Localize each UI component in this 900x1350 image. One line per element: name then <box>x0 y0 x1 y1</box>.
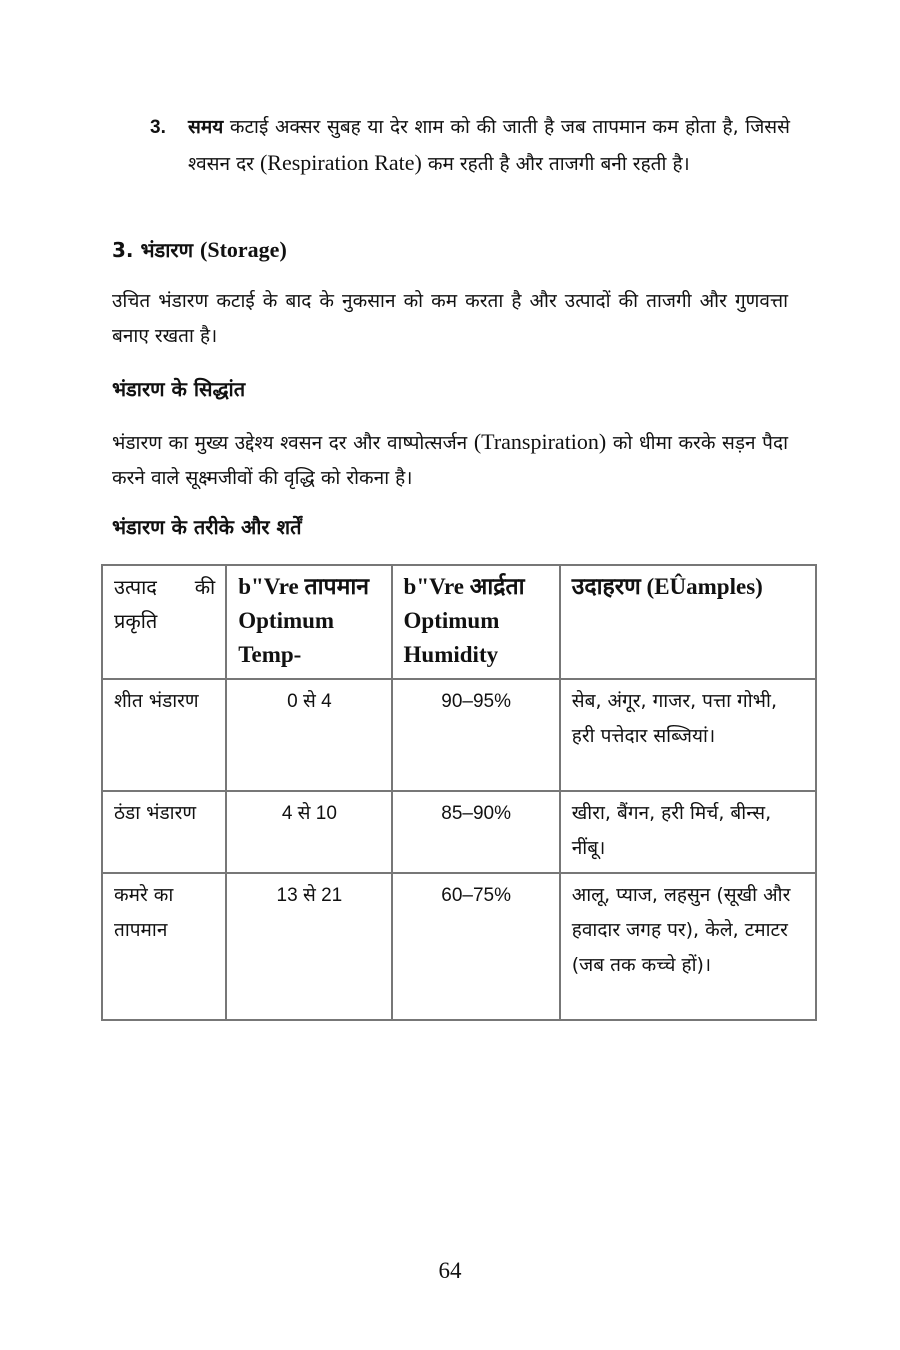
cell-humidity: 60–75% <box>392 873 560 1020</box>
cell-humidity: 85–90% <box>392 791 560 873</box>
table-header-cell <box>102 565 226 679</box>
list-item-3 <box>150 110 790 182</box>
list-item-text-1: कटाई अक्सर सुबह या देर शाम को की जाती है जब तापमान कम होता है, जिससे श्वसन दर <box>188 116 790 175</box>
principles-english: (Transpiration) <box>473 429 607 454</box>
section-heading-principles: भंडारण के सिद्धांत <box>112 377 246 401</box>
table-row <box>102 873 816 1020</box>
list-item-text-2: कम रहती है और ताजगी बनी रहती है। <box>421 153 690 175</box>
cell-examples: खीरा, बैंगन, हरी मिर्च, बीन्स, नींबू। <box>560 791 816 873</box>
storage-conditions-table <box>101 564 817 1021</box>
principles-text-2: को धीमा करके सड़न पैदा करने वाले सूक्ष्मजीवों की वृद्धि को रोकना है। <box>112 432 788 489</box>
table-row <box>102 791 816 873</box>
section-heading-storage <box>112 234 287 266</box>
storage-paragraph: उचित भंडारण कटाई के बाद के नुकसान को कम करता है और उत्पादों की ताजगी और गुणवत्ता बनाए रखता है। <box>112 290 788 347</box>
cell-temp: 0 से 4 <box>226 679 391 791</box>
table-row <box>102 679 816 791</box>
header-english: Optimum Humidity <box>403 608 500 667</box>
cell-type: ठंडा भंडारण <box>102 791 226 873</box>
cell-examples: आलू, प्याज, लहसुन (सूखी और हवादार जगह पर), केले, टमाटर (जब तक कच्चे हों)। <box>560 873 816 1020</box>
section-heading-methods: भंडारण के तरीके और शर्तें <box>112 515 302 539</box>
header-hindi: b"Vre तापमान <box>238 574 370 599</box>
heading-english: (Storage) <box>200 237 287 262</box>
list-item-lead: समय <box>188 116 224 138</box>
table-header-cell <box>226 565 391 679</box>
list-number: 3. <box>150 117 166 138</box>
cell-temp: 4 से 10 <box>226 791 391 873</box>
table-header-cell <box>560 565 816 679</box>
page-number: 64 <box>438 1258 462 1283</box>
cell-temp: 13 से 21 <box>226 873 391 1020</box>
table-header-row <box>102 565 816 679</box>
principles-text-1: भंडारण का मुख्य उद्देश्य श्वसन दर और वाष्पोत्सर्जन <box>112 432 474 454</box>
cell-examples: सेब, अंगूर, गाजर, पत्ता गोभी, हरी पत्तेदार सब्जियां। <box>560 679 816 791</box>
cell-type: कमरे का तापमान <box>102 873 226 1020</box>
header-hindi: उत्पाद की प्रकृति <box>114 575 216 633</box>
header-hindi: उदाहरण (EÛamples) <box>571 574 763 599</box>
cell-type: शीत भंडारण <box>102 679 226 791</box>
heading-prefix: 3. भंडारण <box>112 238 201 262</box>
header-hindi: b"Vre आर्द्रता <box>403 574 525 599</box>
cell-humidity: 90–95% <box>392 679 560 791</box>
principles-paragraph <box>112 424 788 496</box>
list-item-english: (Respiration Rate) <box>259 150 422 175</box>
header-english: Optimum Temp- <box>238 608 335 667</box>
table-header-cell <box>392 565 560 679</box>
